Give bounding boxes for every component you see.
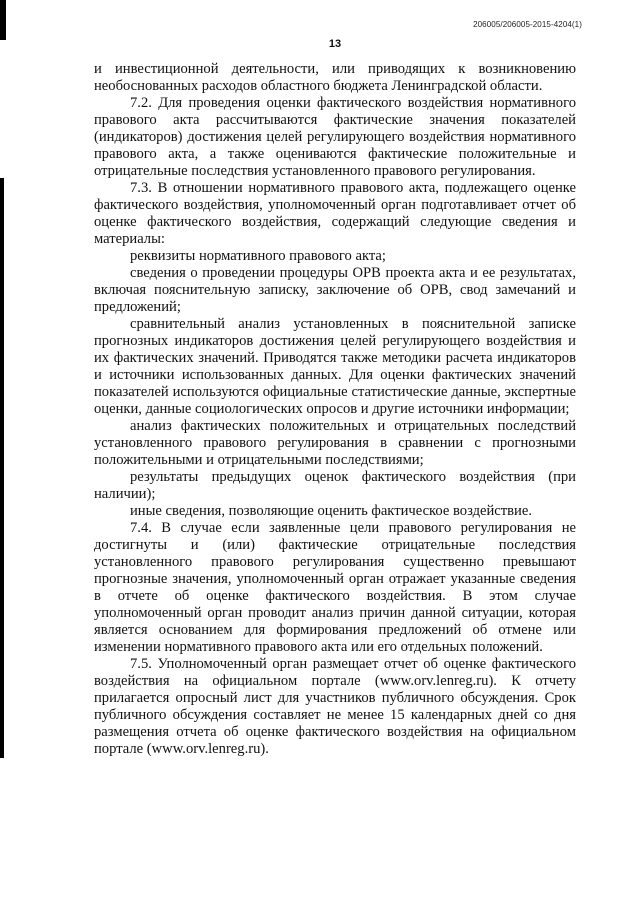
document-code: 206005/206005-2015-4204(1) bbox=[473, 20, 582, 29]
paragraph-7-5: 7.5. Уполномоченный орган размещает отчет об оценке фактического воздействия на официальном портале (www.orv.lenreg.ru). К отчету прилагается опросный лист для участников публичного обсуждения. Срок публичного обсуждения составляет не менее 15 календарных дней со дня размещения отчета об оценке фактического воздействия на официальном портале (www.orv.lenreg.ru). bbox=[94, 656, 576, 757]
scan-edge-mark bbox=[0, 178, 4, 758]
paragraph-7-3: 7.3. В отношении нормативного правового акта, подлежащего оценке фактического воздействия, уполномоченный орган подготавливает отчет об оценке фактического воздействия, содержащий следующие сведения и материалы: bbox=[94, 180, 576, 247]
list-item: иные сведения, позволяющие оценить фактическое воздействие. bbox=[130, 503, 532, 519]
paragraph-7-2: 7.2. Для проведения оценки фактического воздействия нормативного правового акта рассчитываются фактические значения показателей (индикаторов) достижения целей регулирующего воздействия нормативного правового акта, а также оцениваются фактические положительные и отрицательные последствия установленного правового регулирования. bbox=[94, 95, 576, 179]
paragraph-7-4: 7.4. В случае если заявленные цели правового регулирования не достигнуты и (или) фактические отрицательные последствия установленного правового регулирования существенно превышают прогнозные значения, уполномоченный орган отражает указанные сведения в отчете об оценке фактического воздействия. В этом случае уполномоченный орган проводит анализ причин данной ситуации, которая является основанием для формирования предложений об отмене или изменении нормативного правового акта или его отдельных положений. bbox=[94, 520, 576, 655]
list-item: реквизиты нормативного правового акта; bbox=[130, 248, 386, 264]
paragraph: и инвестиционной деятельности, или приводящих к возникновению необоснованных расходов областного бюджета Ленинградской области. bbox=[94, 61, 576, 94]
page-number: 13 bbox=[328, 38, 342, 50]
list-item: результаты предыдущих оценок фактического воздействия (при наличии); bbox=[94, 469, 576, 502]
document-body bbox=[94, 61, 576, 758]
list-item: сравнительный анализ установленных в пояснительной записке прогнозных индикаторов достижения целей регулирующего воздействия и их фактических значений. Приводятся также методики расчета индикаторов и источники использованных данных. Для оценки фактических значений показателей используются официальные статистические данные, экспертные оценки, данные социологических опросов и другие источники информации; bbox=[94, 316, 576, 417]
list-item: сведения о проведении процедуры ОРВ проекта акта и ее результатах, включая пояснительную записку, заключение об ОРВ, свод замечаний и предложений; bbox=[94, 265, 576, 315]
scan-edge-mark bbox=[0, 0, 6, 40]
list-item: анализ фактических положительных и отрицательных последствий установленного правового регулирования в сравнении с прогнозными положительными и отрицательными последствиями; bbox=[94, 418, 576, 468]
